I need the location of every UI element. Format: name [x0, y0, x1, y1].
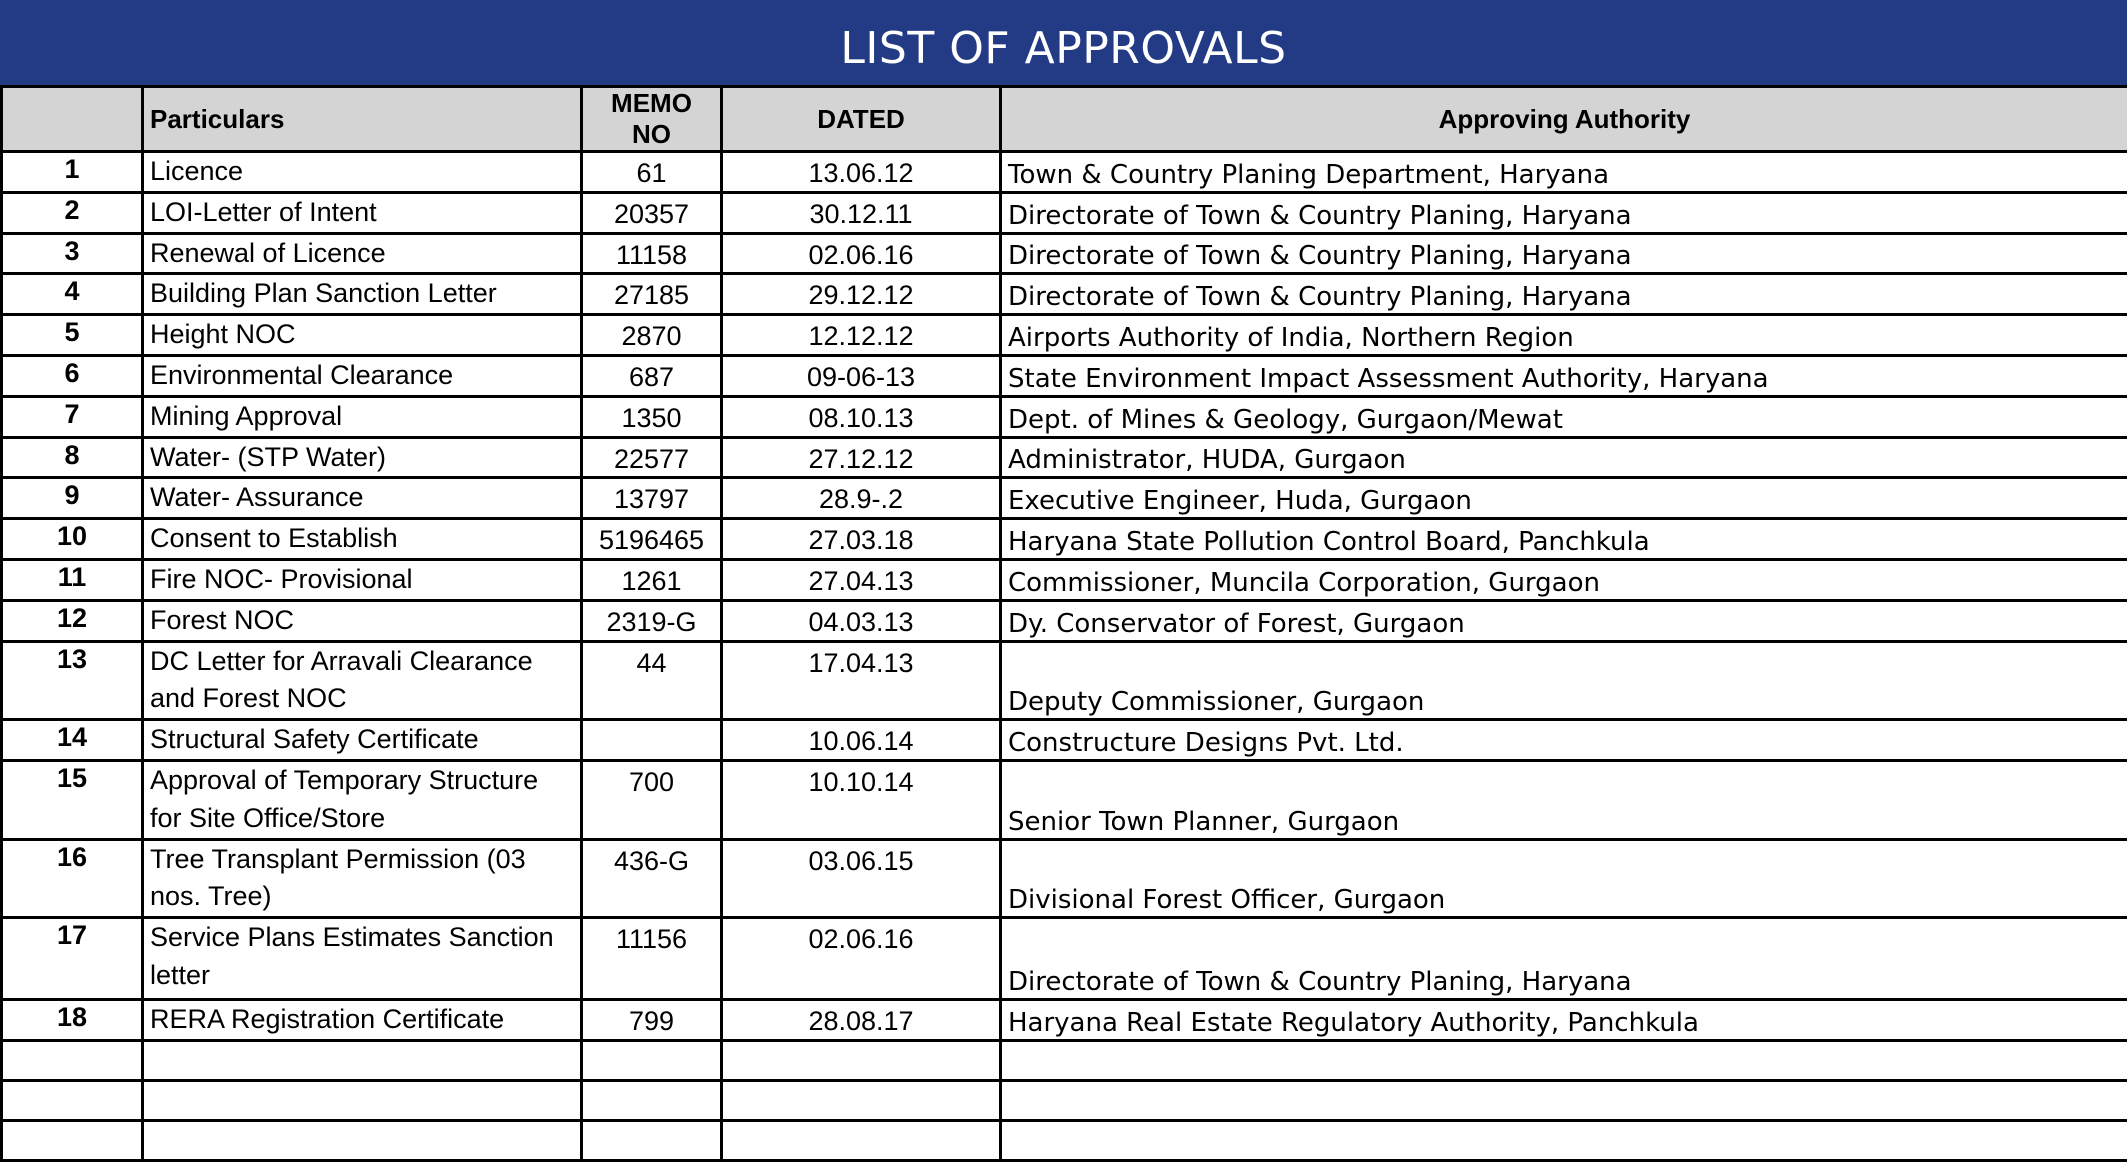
- memo-no-cell: 44: [582, 641, 722, 720]
- column-header-dated: DATED: [722, 87, 1001, 152]
- table-row: [2, 559, 2127, 600]
- row-number-cell: [2, 1080, 143, 1120]
- dated-cell: 02.06.16: [722, 233, 1001, 274]
- dated-cell: [722, 1120, 1001, 1160]
- approving-authority-cell: Haryana State Pollution Control Board, Panchkula: [1001, 519, 2127, 560]
- row-number-cell: 17: [2, 918, 143, 1000]
- particulars-cell: Licence: [143, 152, 582, 193]
- approving-authority-cell: [1001, 1080, 2127, 1120]
- table-row: [2, 760, 2127, 839]
- approving-authority-cell: Directorate of Town & Country Planing, Haryana: [1001, 918, 2127, 1000]
- row-number-cell: 9: [2, 478, 143, 519]
- row-number-cell: 11: [2, 559, 143, 600]
- table-row: [2, 1120, 2127, 1160]
- dated-cell: 09-06-13: [722, 355, 1001, 396]
- table-row: [2, 355, 2127, 396]
- table-row: [2, 396, 2127, 437]
- table-row: [2, 1000, 2127, 1041]
- column-header-particulars: Particulars: [143, 87, 582, 152]
- table-row: [2, 641, 2127, 720]
- column-header-memo-no: MEMO NO: [582, 87, 722, 152]
- approving-authority-cell: Senior Town Planner, Gurgaon: [1001, 760, 2127, 839]
- dated-cell: [722, 1080, 1001, 1120]
- memo-no-cell: 20357: [582, 192, 722, 233]
- particulars-cell: RERA Registration Certificate: [143, 1000, 582, 1041]
- dated-cell: 17.04.13: [722, 641, 1001, 720]
- dated-cell: 03.06.15: [722, 839, 1001, 918]
- page-title: LIST OF APPROVALS: [0, 0, 2127, 85]
- dated-cell: 27.04.13: [722, 559, 1001, 600]
- approving-authority-cell: Executive Engineer, Huda, Gurgaon: [1001, 478, 2127, 519]
- memo-no-cell: 1261: [582, 559, 722, 600]
- row-number-cell: 4: [2, 274, 143, 315]
- memo-no-cell: 687: [582, 355, 722, 396]
- approving-authority-cell: [1001, 1040, 2127, 1080]
- dated-cell: 28.9-.2: [722, 478, 1001, 519]
- row-number-cell: 14: [2, 720, 143, 761]
- approving-authority-cell: Haryana Real Estate Regulatory Authority, Panchkula: [1001, 1000, 2127, 1041]
- dated-cell: 04.03.13: [722, 600, 1001, 641]
- particulars-cell: [143, 1040, 582, 1080]
- dated-cell: 10.10.14: [722, 760, 1001, 839]
- dated-cell: [722, 1040, 1001, 1080]
- row-number-cell: 15: [2, 760, 143, 839]
- dated-cell: 28.08.17: [722, 1000, 1001, 1041]
- memo-no-cell: 5196465: [582, 519, 722, 560]
- memo-no-cell: 27185: [582, 274, 722, 315]
- row-number-cell: 2: [2, 192, 143, 233]
- table-row: [2, 315, 2127, 356]
- memo-no-cell: 700: [582, 760, 722, 839]
- table-row: [2, 600, 2127, 641]
- row-number-cell: 1: [2, 152, 143, 193]
- memo-no-cell: 1350: [582, 396, 722, 437]
- particulars-cell: Water- (STP Water): [143, 437, 582, 478]
- approving-authority-cell: Deputy Commissioner, Gurgaon: [1001, 641, 2127, 720]
- approving-authority-cell: Constructure Designs Pvt. Ltd.: [1001, 720, 2127, 761]
- memo-no-cell: [582, 1120, 722, 1160]
- table-row: [2, 274, 2127, 315]
- dated-cell: 08.10.13: [722, 396, 1001, 437]
- particulars-cell: Fire NOC- Provisional: [143, 559, 582, 600]
- memo-no-cell: 11158: [582, 233, 722, 274]
- table-row: [2, 839, 2127, 918]
- row-number-cell: 10: [2, 519, 143, 560]
- row-number-cell: 3: [2, 233, 143, 274]
- particulars-cell: Environmental Clearance: [143, 355, 582, 396]
- approvals-table: [0, 85, 2127, 1162]
- memo-no-cell: 61: [582, 152, 722, 193]
- approving-authority-cell: Directorate of Town & Country Planing, Haryana: [1001, 233, 2127, 274]
- memo-no-cell: [582, 1040, 722, 1080]
- particulars-cell: Building Plan Sanction Letter: [143, 274, 582, 315]
- table-row: [2, 233, 2127, 274]
- particulars-cell: [143, 1080, 582, 1120]
- particulars-cell: Forest NOC: [143, 600, 582, 641]
- approving-authority-cell: Divisional Forest Officer, Gurgaon: [1001, 839, 2127, 918]
- row-number-cell: 6: [2, 355, 143, 396]
- particulars-cell: Approval of Temporary Structure for Site Office/Store: [143, 760, 582, 839]
- approving-authority-cell: Directorate of Town & Country Planing, Haryana: [1001, 192, 2127, 233]
- row-number-cell: 7: [2, 396, 143, 437]
- column-header-sno: [2, 87, 143, 152]
- dated-cell: 10.06.14: [722, 720, 1001, 761]
- table-row: [2, 152, 2127, 193]
- approving-authority-cell: Dy. Conservator of Forest, Gurgaon: [1001, 600, 2127, 641]
- memo-no-cell: 13797: [582, 478, 722, 519]
- row-number-cell: 13: [2, 641, 143, 720]
- table-row: [2, 192, 2127, 233]
- particulars-cell: Consent to Establish: [143, 519, 582, 560]
- approving-authority-cell: Airports Authority of India, Northern Region: [1001, 315, 2127, 356]
- approving-authority-cell: Administrator, HUDA, Gurgaon: [1001, 437, 2127, 478]
- table-row: [2, 437, 2127, 478]
- table-row: [2, 1040, 2127, 1080]
- dated-cell: 29.12.12: [722, 274, 1001, 315]
- approving-authority-cell: Directorate of Town & Country Planing, Haryana: [1001, 274, 2127, 315]
- dated-cell: 27.03.18: [722, 519, 1001, 560]
- memo-no-cell: [582, 720, 722, 761]
- approving-authority-cell: [1001, 1120, 2127, 1160]
- particulars-cell: LOI-Letter of Intent: [143, 192, 582, 233]
- row-number-cell: 16: [2, 839, 143, 918]
- memo-no-cell: 11156: [582, 918, 722, 1000]
- row-number-cell: 12: [2, 600, 143, 641]
- memo-no-cell: [582, 1080, 722, 1120]
- row-number-cell: 18: [2, 1000, 143, 1041]
- row-number-cell: 5: [2, 315, 143, 356]
- particulars-cell: DC Letter for Arravali Clearance and Forest NOC: [143, 641, 582, 720]
- dated-cell: 13.06.12: [722, 152, 1001, 193]
- approving-authority-cell: Commissioner, Muncila Corporation, Gurgaon: [1001, 559, 2127, 600]
- table-row: [2, 478, 2127, 519]
- approving-authority-cell: State Environment Impact Assessment Authority, Haryana: [1001, 355, 2127, 396]
- approving-authority-cell: Town & Country Planing Department, Haryana: [1001, 152, 2127, 193]
- particulars-cell: Service Plans Estimates Sanction letter: [143, 918, 582, 1000]
- particulars-cell: Mining Approval: [143, 396, 582, 437]
- column-header-approving-authority: Approving Authority: [1001, 87, 2127, 152]
- memo-no-cell: 799: [582, 1000, 722, 1041]
- particulars-cell: Height NOC: [143, 315, 582, 356]
- table-row: [2, 1080, 2127, 1120]
- dated-cell: 02.06.16: [722, 918, 1001, 1000]
- particulars-cell: Water- Assurance: [143, 478, 582, 519]
- particulars-cell: [143, 1120, 582, 1160]
- dated-cell: 30.12.11: [722, 192, 1001, 233]
- particulars-cell: Renewal of Licence: [143, 233, 582, 274]
- table-row: [2, 918, 2127, 1000]
- table-row: [2, 519, 2127, 560]
- memo-no-cell: 2319-G: [582, 600, 722, 641]
- row-number-cell: 8: [2, 437, 143, 478]
- particulars-cell: Structural Safety Certificate: [143, 720, 582, 761]
- dated-cell: 27.12.12: [722, 437, 1001, 478]
- memo-no-cell: 436-G: [582, 839, 722, 918]
- memo-no-cell: 22577: [582, 437, 722, 478]
- row-number-cell: [2, 1120, 143, 1160]
- approving-authority-cell: Dept. of Mines & Geology, Gurgaon/Mewat: [1001, 396, 2127, 437]
- memo-no-cell: 2870: [582, 315, 722, 356]
- table-header-row: [2, 87, 2127, 152]
- row-number-cell: [2, 1040, 143, 1080]
- table-row: [2, 720, 2127, 761]
- dated-cell: 12.12.12: [722, 315, 1001, 356]
- particulars-cell: Tree Transplant Permission (03 nos. Tree): [143, 839, 582, 918]
